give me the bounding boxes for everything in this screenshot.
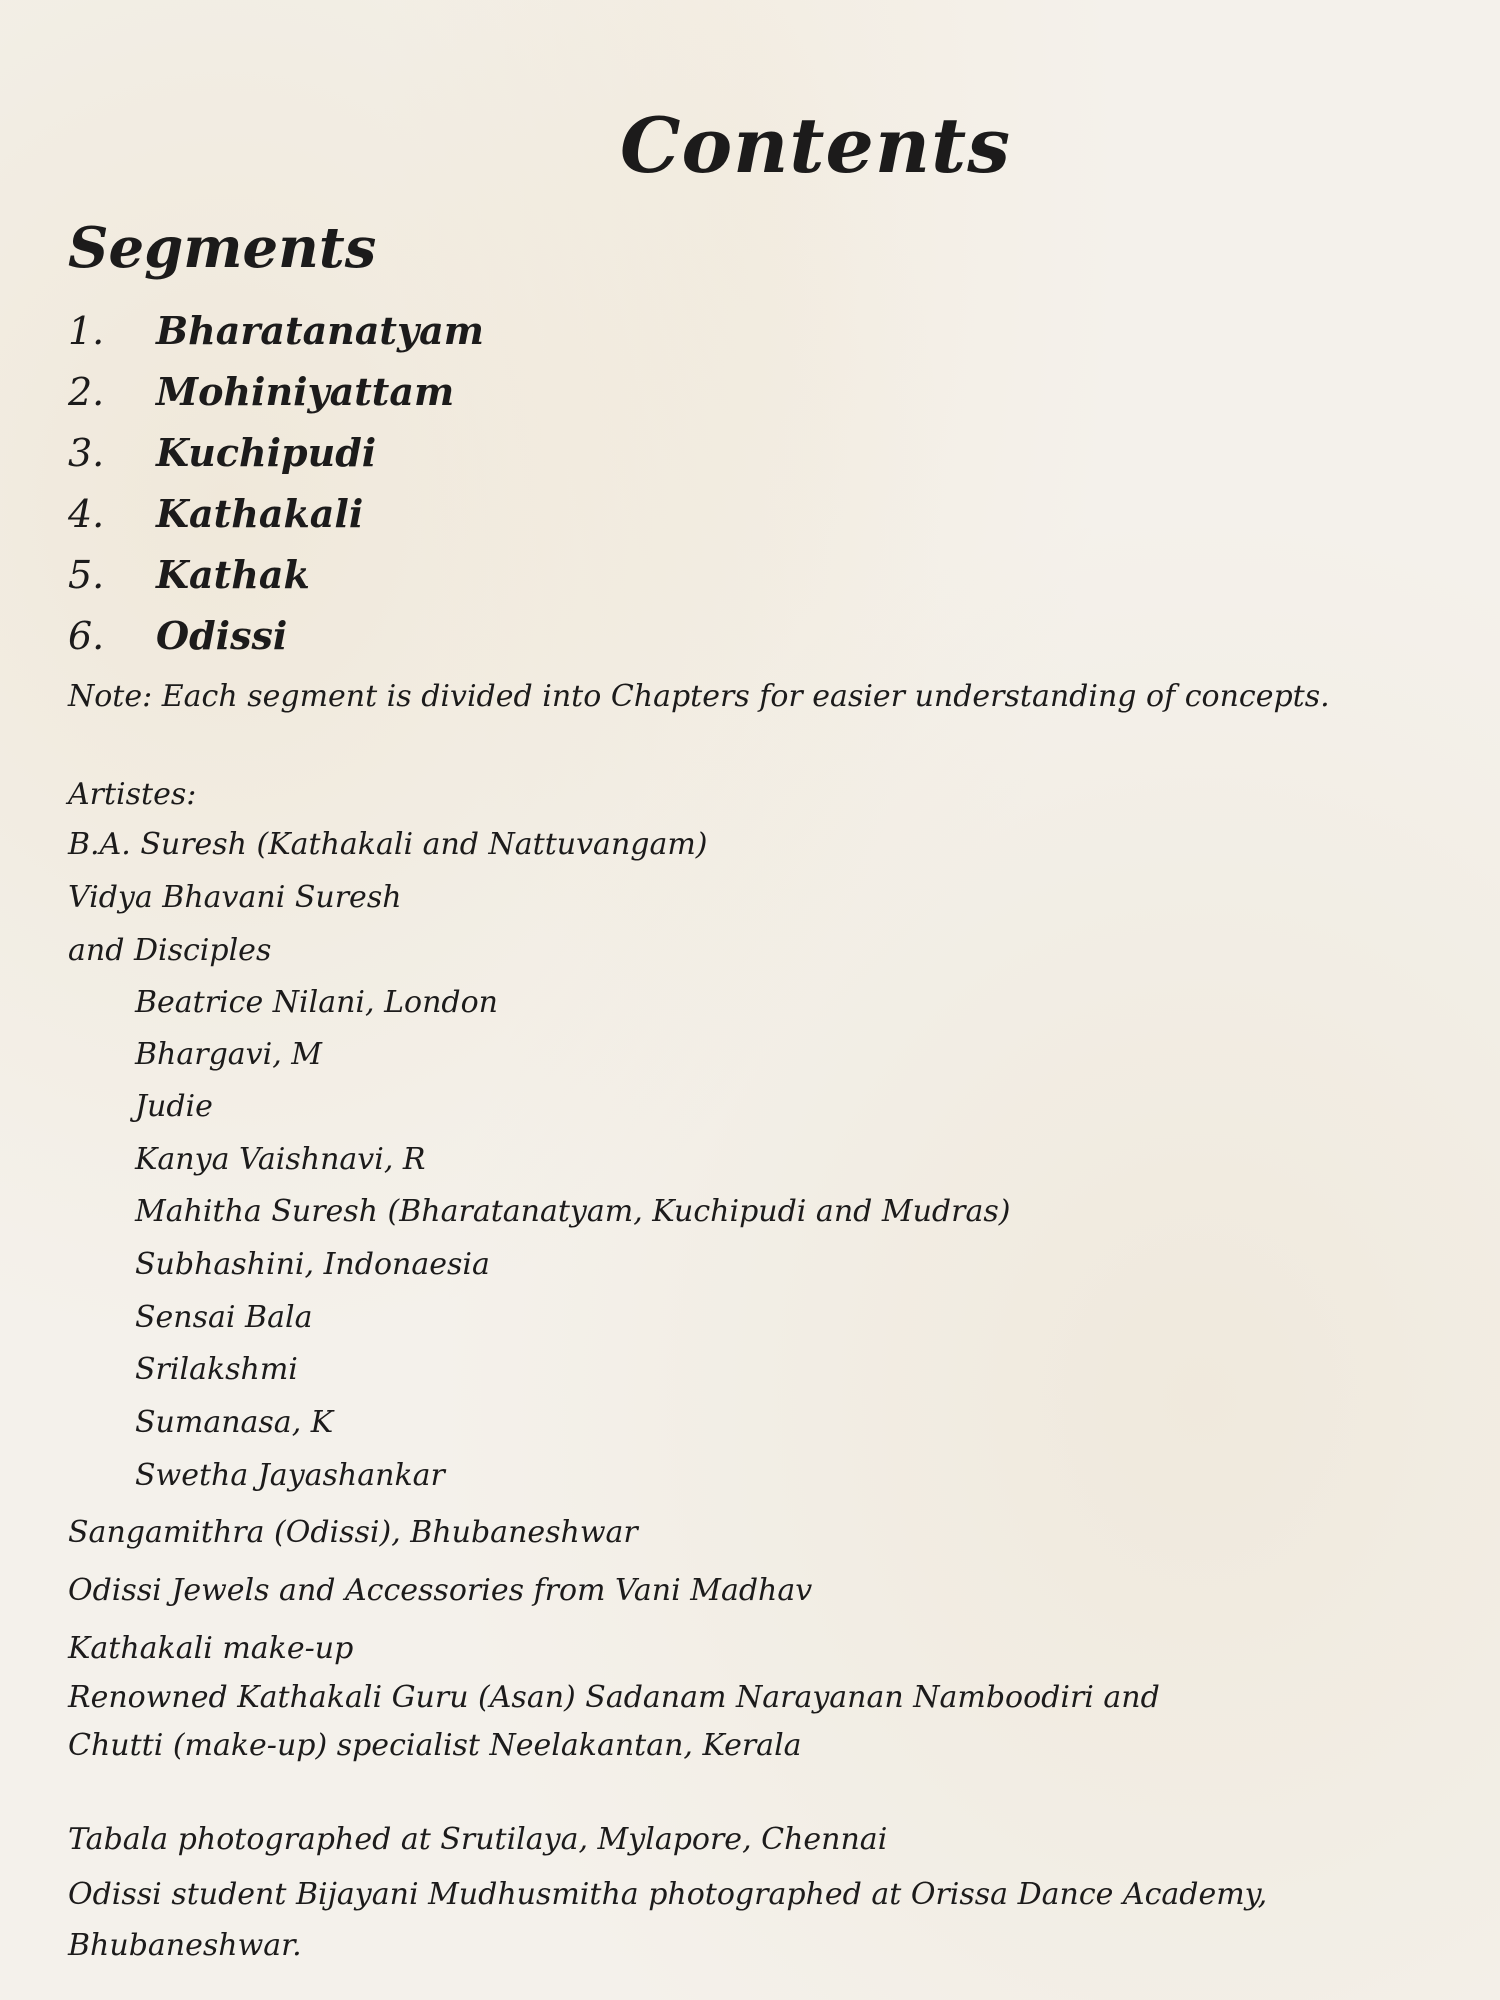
disciple-item: Sumanasa, K xyxy=(135,1405,334,1440)
segment-name: Kathakali xyxy=(156,491,364,536)
disciple-item: Swetha Jayashankar xyxy=(135,1458,445,1493)
segments-heading: Segments xyxy=(68,215,377,281)
disciple-item: Subhashini, Indonaesia xyxy=(135,1247,490,1282)
credit-line: Sangamithra (Odissi), Bhubaneshwar xyxy=(68,1515,638,1550)
segment-name: Odissi xyxy=(156,613,288,658)
credit-line: Renowned Kathakali Guru (Asan) Sadanam Narayanan Namboodiri and xyxy=(68,1680,1160,1715)
segment-name: Kuchipudi xyxy=(156,430,377,475)
segment-item xyxy=(68,300,484,361)
segment-number: 2. xyxy=(68,370,105,414)
segment-name: Mohiniyattam xyxy=(156,369,455,414)
credit-line: Odissi Jewels and Accessories from Vani Madhav xyxy=(68,1573,813,1608)
disciple-item: Mahitha Suresh (Bharatanatyam, Kuchipudi and Mudras) xyxy=(135,1194,1011,1229)
segment-item xyxy=(68,483,484,544)
page-title: Contents xyxy=(620,101,1012,190)
disciple-item: Sensai Bala xyxy=(135,1300,313,1335)
disciple-item: Beatrice Nilani, London xyxy=(135,985,498,1020)
segments-list xyxy=(68,300,484,666)
disciple-item: Srilakshmi xyxy=(135,1352,298,1387)
segment-number: 3. xyxy=(68,431,105,475)
photo-credit-line: Odissi student Bijayani Mudhusmitha photographed at Orissa Dance Academy, xyxy=(68,1877,1268,1912)
segment-item xyxy=(68,422,484,483)
artiste-line: B.A. Suresh (Kathakali and Nattuvangam) xyxy=(68,827,708,862)
artiste-line: Vidya Bhavani Suresh xyxy=(68,880,402,915)
credit-line: Chutti (make-up) specialist Neelakantan, Kerala xyxy=(68,1728,802,1763)
segment-item xyxy=(68,605,484,666)
disciple-item: Judie xyxy=(135,1089,213,1124)
segments-note: Note: Each segment is divided into Chapters for easier understanding of concepts. xyxy=(68,679,1330,714)
photo-credit-line: Bhubaneshwar. xyxy=(68,1928,302,1963)
artiste-line: and Disciples xyxy=(68,933,272,968)
segment-name: Bharatanatyam xyxy=(156,308,484,353)
segment-item xyxy=(68,544,484,605)
photo-credit-line: Tabala photographed at Srutilaya, Mylapore, Chennai xyxy=(68,1822,888,1857)
credit-line: Kathakali make-up xyxy=(68,1631,354,1666)
disciple-item: Kanya Vaishnavi, R xyxy=(135,1142,426,1177)
segment-number: 5. xyxy=(68,553,105,597)
segment-item xyxy=(68,361,484,422)
segment-number: 4. xyxy=(68,492,105,536)
segment-number: 1. xyxy=(68,309,105,353)
segment-name: Kathak xyxy=(156,552,310,597)
disciple-item: Bhargavi, M xyxy=(135,1037,323,1072)
segment-number: 6. xyxy=(68,614,105,658)
artistes-heading: Artistes: xyxy=(68,777,197,812)
